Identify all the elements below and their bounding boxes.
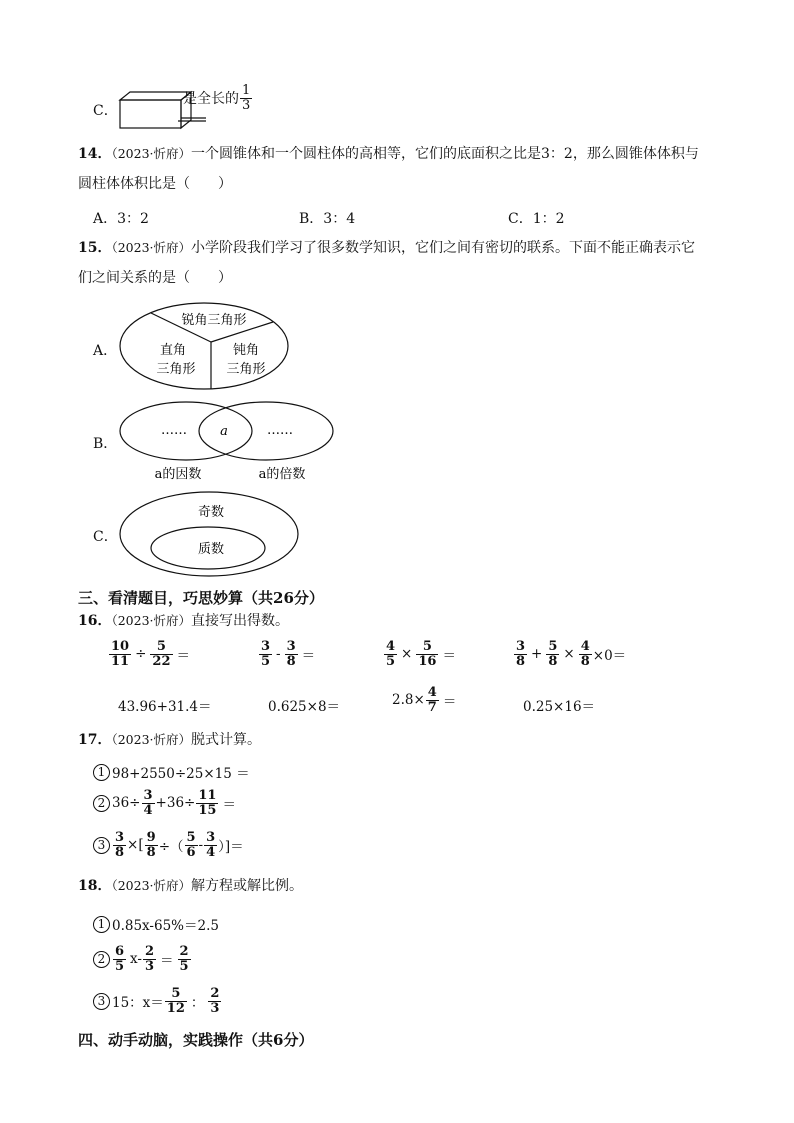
prime-number-label: 质数: [197, 542, 225, 557]
q18-item-1: 1 0.85x-65%＝2.5: [93, 914, 219, 934]
q16-calc-4: $\frac{3}{8}$ + $\frac{5}{8}$ × $\frac{4}{8}$ ×0＝: [516, 639, 627, 669]
q14-line1: [78, 147, 699, 161]
q16-calc-7: 2.8× $\frac{4}{7}$ ＝: [392, 685, 457, 715]
q15-text-line1: 小学阶段我们学习了很多数学知识，它们之间有密切的联系。下面不能正确表示它: [191, 240, 696, 256]
section3-title: 三、看清题目，巧思妙算（共26分）: [78, 589, 324, 607]
factors-caption: a的因数: [154, 467, 202, 482]
q17-number: 17．: [78, 732, 112, 748]
q17-line: [78, 733, 261, 747]
q14-text-line2: 圆柱体体积比是（ ）: [78, 176, 232, 192]
q14-text-line1: 一个圆锥体和一个圆柱体的高相等，它们的底面积之比是3：2，那么圆锥体体积与: [191, 146, 699, 162]
q16-calc-2: $\frac{3}{5}$ - $\frac{3}{8}$ ＝: [261, 639, 316, 669]
right-triangle-label-2: 三角形: [156, 362, 196, 377]
q16-calc-5: 43.96+31.4＝: [118, 699, 212, 715]
q15-number: 15．: [78, 240, 112, 256]
acute-triangle-label: 锐角三角形: [181, 313, 247, 328]
q18-item-3: 3 15：x＝ $\frac{5}{12}$ ： $\frac{2}{3}$: [93, 987, 222, 1015]
q14-option-b[interactable]: B．3：4: [299, 211, 356, 227]
q17-item-2: 2 36÷ $\frac{3}{4}$ +36÷ $\frac{11}{15}$ ＝: [93, 789, 239, 817]
q18-number: 18．: [78, 878, 112, 894]
odd-prime-venn: [118, 490, 302, 580]
q13-option-c-label: C．: [93, 103, 118, 119]
triangle-classification-diagram: [118, 300, 294, 392]
q16-calc-1: $\frac{10}{11}$ ÷ $\frac{5}{22}$ ＝: [111, 639, 190, 669]
q16-number: 16．: [78, 613, 112, 629]
one-third-fraction: $\frac{1}{3}$: [242, 83, 251, 113]
multiples-caption: a的倍数: [258, 467, 306, 482]
q18-source: （2023·忻府）: [111, 878, 192, 893]
q16-calc-8: 0.25×16＝: [523, 699, 596, 715]
section4-title: 四、动手动脑，实践操作（共6分）: [78, 1031, 314, 1049]
obtuse-triangle-label-1: 钝角: [232, 343, 260, 358]
q15-text-line2: 们之间关系的是（ ）: [78, 270, 232, 286]
obtuse-triangle-label-2: 三角形: [226, 362, 266, 377]
q13-option-c-text: 是全长的: [183, 91, 239, 108]
q17-source: （2023·忻府）: [111, 732, 192, 747]
q17-item-1: 1 98+2550÷25×15 ＝: [93, 762, 250, 782]
factors-dots: ……: [161, 423, 187, 438]
q15-option-c-label[interactable]: C．: [93, 529, 118, 545]
q15-line1: [78, 241, 695, 255]
q15-option-a-label[interactable]: A．: [93, 343, 118, 359]
q14-option-c[interactable]: C．1：2: [508, 211, 565, 227]
q18-item-2: 2 $\frac{6}{5}$ x- $\frac{2}{3}$ ＝ $\frac{2}{5}$: [93, 945, 192, 973]
right-triangle-label-1: 直角: [159, 343, 187, 358]
q16-text: 直接写出得数。: [191, 613, 290, 629]
q18-line: [78, 879, 303, 893]
q16-line: [78, 614, 289, 628]
odd-number-label: 奇数: [197, 505, 225, 520]
q16-calc-3: $\frac{4}{5}$ × $\frac{5}{16}$ ＝: [386, 639, 456, 669]
q14-option-a[interactable]: A．3：2: [93, 211, 149, 227]
q18-text: 解方程或解比例。: [191, 878, 304, 894]
q15-option-b-label[interactable]: B．: [93, 436, 118, 452]
q14-number: 14．: [78, 146, 112, 162]
q17-text: 脱式计算。: [191, 732, 262, 748]
venn-center-a: a: [220, 424, 228, 439]
q16-source: （2023·忻府）: [111, 613, 192, 628]
multiples-dots: ……: [267, 423, 293, 438]
q17-item-3: 3 $\frac{3}{8}$ ×[ $\frac{9}{8}$ ÷（ $\frac{5}{6}$ - $\frac{3}{4}$ ）]＝: [93, 831, 244, 859]
q15-source: （2023·忻府）: [111, 240, 192, 255]
factors-multiples-venn: [118, 400, 338, 490]
q16-calc-6: 0.625×8＝: [268, 699, 341, 715]
q14-source: （2023·忻府）: [111, 146, 192, 161]
